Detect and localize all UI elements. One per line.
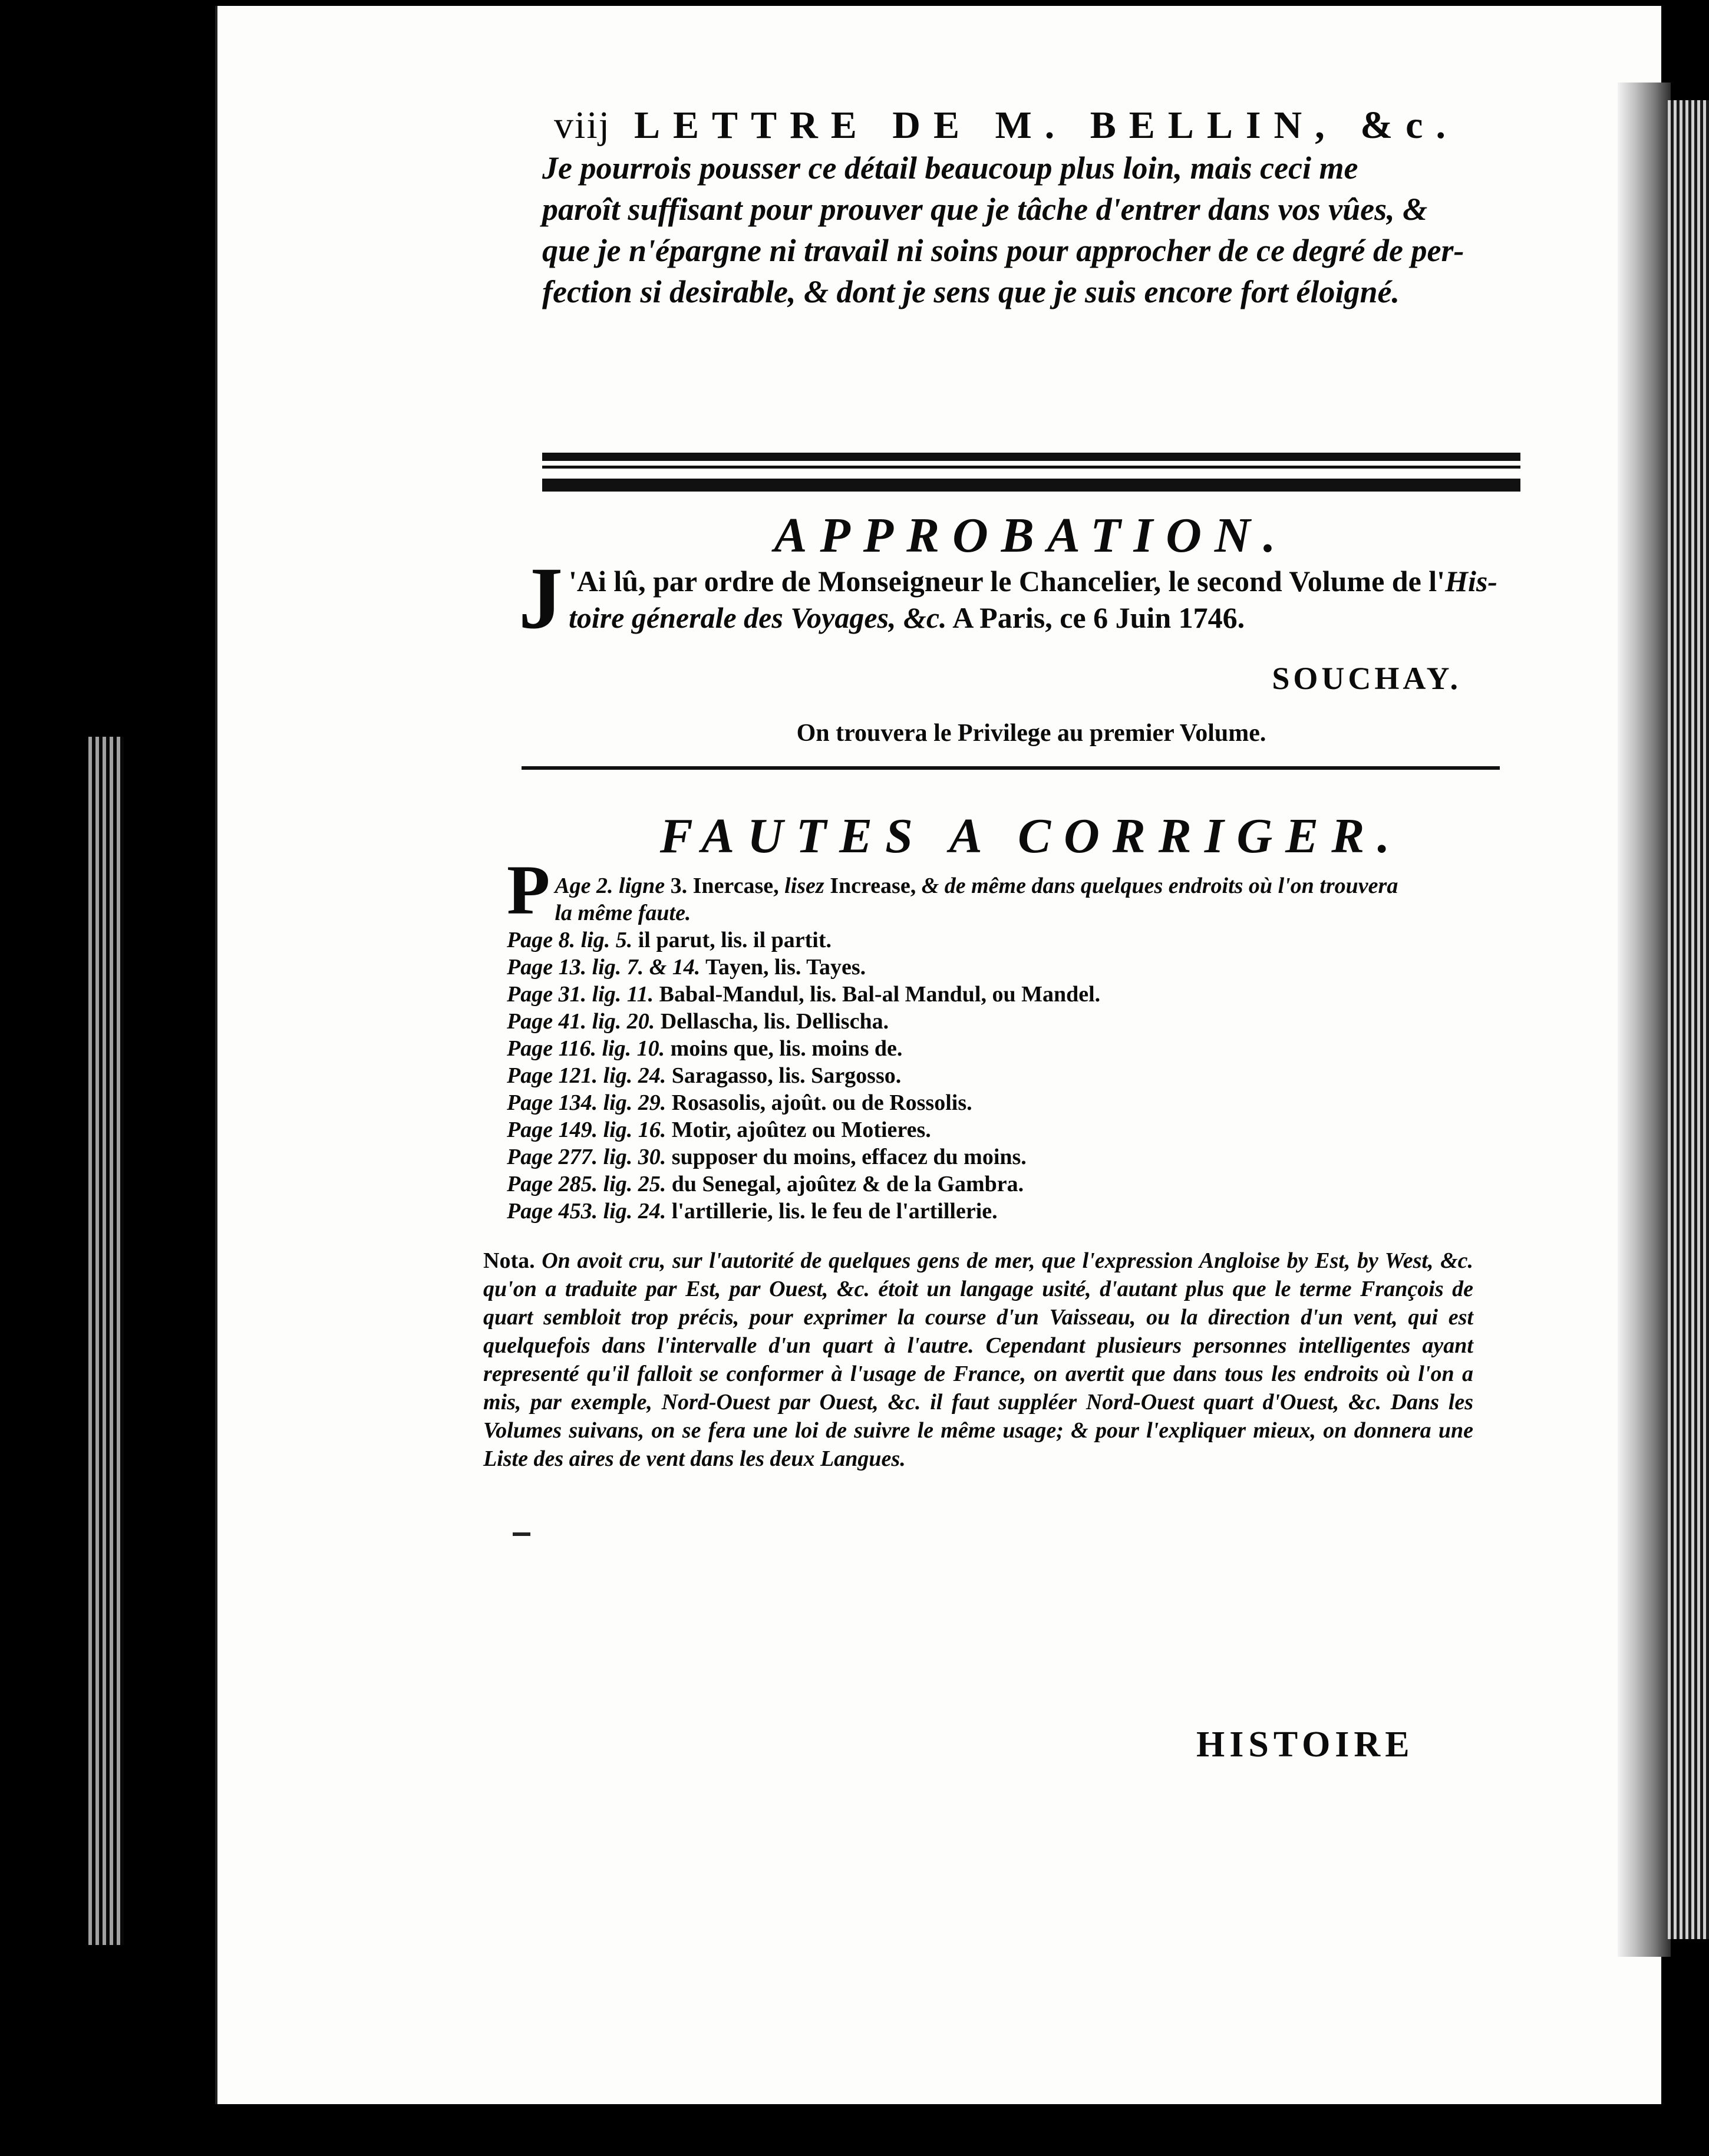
ornamental-rule bbox=[542, 479, 1520, 492]
approbation-book-title: toire génerale des Voyages, &c. bbox=[569, 601, 947, 634]
errata-ref: Page 116. lig. 10. bbox=[507, 1036, 665, 1061]
errata-lisez: lisez bbox=[784, 873, 824, 898]
intro-line: Je pourrois pousser ce détail beaucoup plus loin, mais ceci me bbox=[542, 150, 1358, 186]
approbation-date: A Paris, ce 6 Juin 1746. bbox=[946, 601, 1245, 634]
errata-first-line bbox=[507, 872, 1509, 899]
errata-entry bbox=[507, 1198, 1509, 1225]
errata-text: l'artillerie, lis. le feu de l'artillerie. bbox=[671, 1199, 998, 1224]
drop-cap: P bbox=[507, 850, 550, 929]
approbation-title-ref: His- bbox=[1445, 565, 1497, 598]
intro-line: paroît suffisant pour prouver que je tâche d'entrer dans vos vûes, & bbox=[542, 192, 1428, 227]
errata-note: & de même dans quelques endroits où l'on trouvera bbox=[921, 873, 1398, 898]
errata-list bbox=[507, 850, 1509, 1225]
ornamental-rule bbox=[542, 466, 1520, 469]
nota-label: Nota. bbox=[483, 1248, 535, 1273]
errata-text: Dellascha, lis. Dellischa. bbox=[660, 1009, 889, 1034]
printer-mark bbox=[513, 1532, 530, 1536]
errata-entry bbox=[507, 1116, 1509, 1143]
errata-entry bbox=[507, 981, 1509, 1008]
errata-ref: Page 31. lig. 11. bbox=[507, 982, 654, 1007]
errata-entry bbox=[507, 927, 1509, 954]
errata-text: Tayen, lis. Tayes. bbox=[705, 955, 866, 980]
approbation-text bbox=[519, 549, 1520, 647]
errata-entry bbox=[507, 1035, 1509, 1062]
errata-ref: Page 285. lig. 25. bbox=[507, 1172, 667, 1196]
binding-edge bbox=[1668, 100, 1709, 1939]
errata-text: Saragasso, lis. Sargosso. bbox=[671, 1063, 902, 1088]
errata-ref: Page 453. lig. 24. bbox=[507, 1199, 667, 1224]
errata-ref: Page 134. lig. 29. bbox=[507, 1090, 667, 1115]
privilege-note: On trouvera le Privilege au premier Volume. bbox=[796, 720, 1266, 747]
errata-title: FAUTES A CORRIGER. bbox=[659, 809, 1403, 863]
approbation-title: APPROBATION. bbox=[774, 508, 1289, 563]
nota-text: On avoit cru, sur l'autorité de quelques gens de mer, que l'expression Angloise by Est, by West, &c. qu'on a traduite par Est, par Ouest, &c. étoit un langage usité, d'autant plus que le terme François de quart sembloit trop précis, pour exprimer la course d'un Vaisseau, ou la direction d'un vent, qui est quelquefois dans l'intervalle d'un quart à l'autre. Cependant plusieurs personnes intelligentes ayant representé qu'il falloit se conformer à l'usage de France, on avertit que dans tous les endroits où l'on a mis, par exemple, Nord-Ouest par Ouest, &c. il faut suppléer Nord-Ouest quart d'Ouest, &c. Dans les Volumes suivans, on se fera une loi de suivre le même usage; & pour l'expliquer mieux, on donnera une Liste des aires de vent dans les deux Langues. bbox=[483, 1248, 1473, 1471]
errata-entry bbox=[507, 1008, 1509, 1035]
errata-text: Babal-Mandul, lis. Bal-al Mandul, ou Mandel. bbox=[659, 982, 1101, 1007]
running-header bbox=[554, 103, 1509, 148]
drop-cap: J bbox=[519, 549, 563, 647]
nota-paragraph bbox=[483, 1247, 1473, 1473]
errata-ref: Page 8. lig. 5. bbox=[507, 928, 633, 952]
errata-text: moins que, lis. moins de. bbox=[670, 1036, 903, 1061]
errata-ref: Age 2. ligne bbox=[555, 873, 665, 898]
approbation-line1: 'Ai lû, par ordre de Monseigneur le Chancelier, le second Volume de l' bbox=[569, 565, 1446, 598]
approbation-signature: SOUCHAY. bbox=[1272, 661, 1461, 696]
errata-text: supposer du moins, effacez du moins. bbox=[671, 1145, 1027, 1169]
errata-first-line-cont: la même faute. bbox=[555, 901, 691, 925]
errata-ref: Page 121. lig. 24. bbox=[507, 1063, 667, 1088]
errata-entry bbox=[507, 1143, 1509, 1171]
intro-paragraph bbox=[542, 147, 1509, 312]
catchword: HISTOIRE bbox=[1196, 1725, 1414, 1765]
page-number: viij bbox=[554, 104, 611, 147]
intro-line: fection si desirable, & dont je sens que je suis encore fort éloigné. bbox=[542, 274, 1400, 309]
page-gutter-shadow bbox=[1618, 83, 1671, 1957]
errata-entry bbox=[507, 1171, 1509, 1198]
errata-ref: Page 13. lig. 7. & 14. bbox=[507, 955, 701, 980]
errata-entry bbox=[507, 1062, 1509, 1089]
errata-text: il parut, lis. il partit. bbox=[638, 928, 832, 952]
divider-rule bbox=[522, 766, 1500, 770]
errata-text: Increase, bbox=[824, 873, 922, 898]
errata-ref: Page 149. lig. 16. bbox=[507, 1117, 667, 1142]
errata-ref: Page 41. lig. 20. bbox=[507, 1009, 655, 1034]
errata-text: Motir, ajoûtez ou Motieres. bbox=[671, 1117, 931, 1142]
errata-entry bbox=[507, 954, 1509, 981]
errata-text: du Senegal, ajoûtez & de la Gambra. bbox=[671, 1172, 1024, 1196]
errata-ref: Page 277. lig. 30. bbox=[507, 1145, 667, 1169]
intro-line: que je n'épargne ni travail ni soins pour approcher de ce degré de per- bbox=[542, 233, 1464, 268]
ornamental-rule bbox=[542, 453, 1520, 461]
errata-entries bbox=[507, 927, 1509, 1225]
errata-entry bbox=[507, 1089, 1509, 1116]
errata-text: 3. Inercase, bbox=[665, 873, 785, 898]
errata-text: Rosasolis, ajoût. ou de Rossolis. bbox=[671, 1090, 972, 1115]
running-title: LETTRE DE M. BELLIN, &c. bbox=[634, 104, 1459, 147]
page-edges bbox=[88, 737, 124, 1945]
